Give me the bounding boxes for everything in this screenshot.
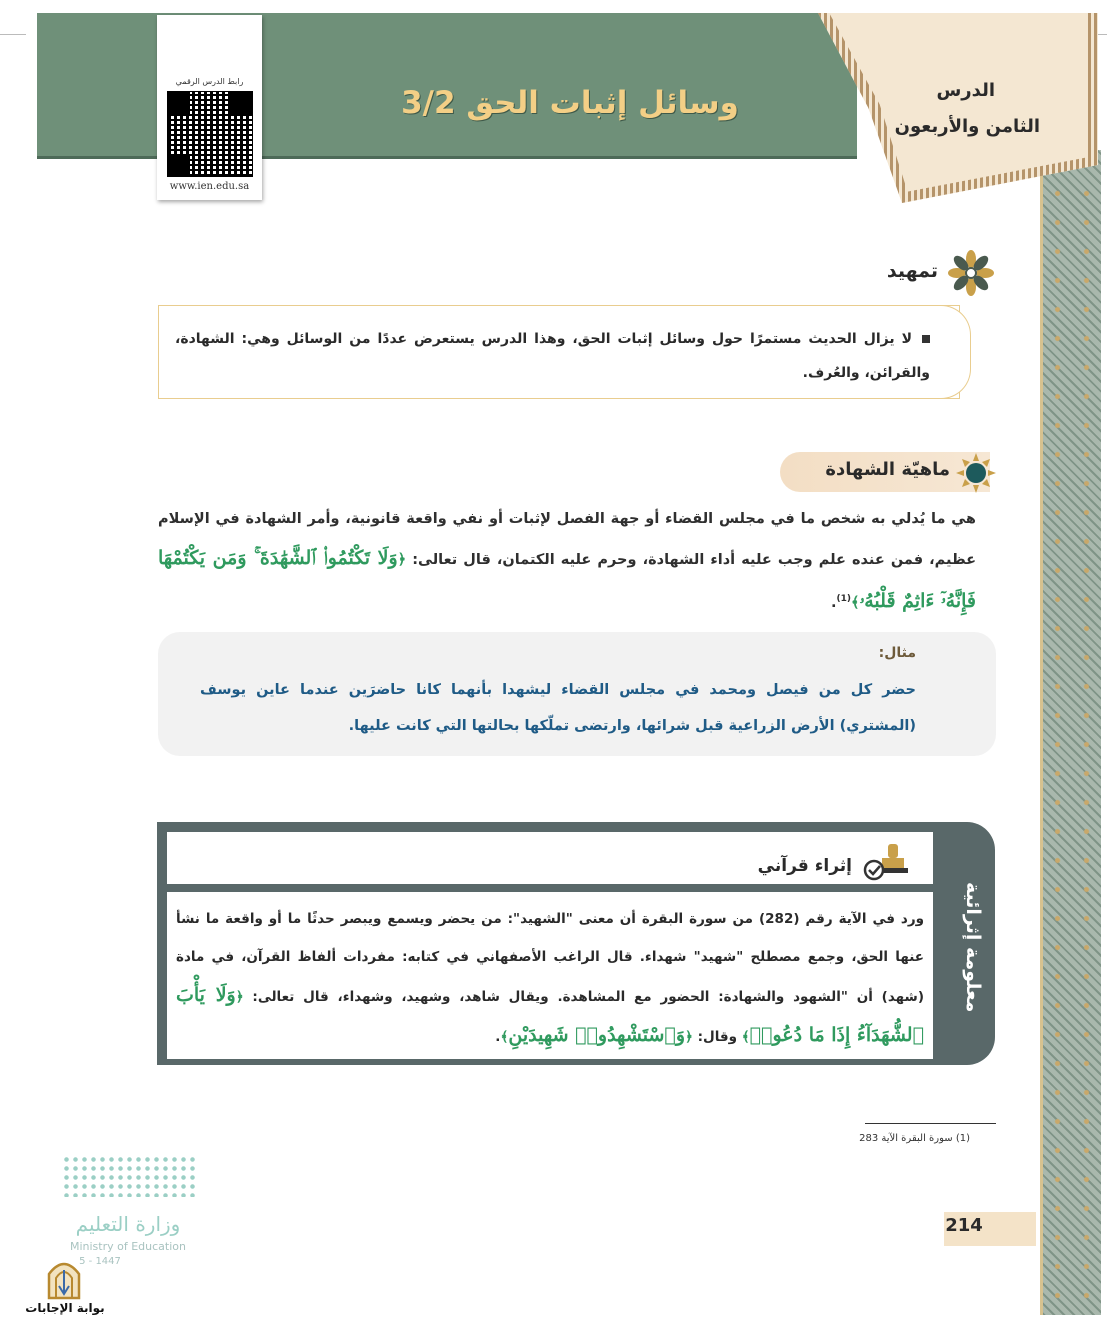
definition-heading: ماهيّة الشهادة [825,459,950,480]
crop-mark [0,34,26,35]
intro-box-curve [940,305,971,399]
quran-verse-2: وَٱسْتَشْهِدُوا۟ شَهِيدَيْنِ [508,1024,685,1046]
footnote: (1) سورة البقرة الآية 283 [859,1133,970,1144]
enrichment-paragraph: ورد في الآية رقم (282) من سورة البقرة أن معنى "الشهيد": من يحضر ويسمع ويبصر حدثًا ما أو واقعة ما نشأ عنها الحق، وجمع مصطلح "شهيد" شهداء. قال الراغب الأصفهاني في كتابه: مفردات ألفاظ القرآن، في مادة (شهد) أن "الشهود والشهادة: الحضور مع المشاهدة. ويقال شاهد، وشهيد، وشهداء، قال تعالى: [176,911,924,1005]
quran-bracket-open: ﴿ [397,552,407,568]
example-label: مثال: [878,645,916,661]
enrichment-text: ورد في الآية رقم (282) من سورة البقرة أن معنى "الشهيد": من يحضر ويسمع ويبصر حدثًا ما أو واقعة ما نشأ عنها الحق، وجمع مصطلح "شهيد" شهداء. قال الراغب الأصفهاني في كتابه: مفردات ألفاظ القرآن، في مادة (شهد) أن "الشهود والشهادة: الحضور مع المشاهدة. ويقال شاهد، وشهيد، وشهداء، قال تعالى: ﴿وَلَا يَأْبَ ٱلشُّهَدَآءُ إِذَا مَا دُعُوا۟﴾ وقال: ﴿وَٱسْتَشْهِدُوا۟ شَهِيدَيْنِ﴾. [176,911,924,1046]
page-number: 214 [945,1215,983,1236]
intro-text [175,322,930,390]
portal-logo-icon [45,1256,83,1300]
sun-ornament-icon [955,452,997,494]
quran-bracket-open: ﴿ [685,1029,693,1045]
definition-paragraph: هي ما يُدلي به شخص ما في مجلس القضاء أو جهة الفصل لإثبات أو نفي واقعة قانونية، وأمر الشهادة في الإسلام عظيم، فمن عنده علم وجب عليه أداء الشهادة، وحرم عليه الكتمان، قال تعالى: [158,511,977,568]
footnote-rule [865,1123,996,1124]
qr-card[interactable] [157,15,262,200]
ministry-logo-icon [62,1155,197,1197]
lesson-title: وسائل إثبات الحق 3/2 [401,85,739,121]
quran-verse: وَلَا تَكْتُمُوا۟ ٱلشَّهَٰدَةَ ۚ وَمَن يَكْتُمْهَا فَإِنَّهُۥٓ ءَاثِمٌ قَلْبُهُۥ [158,547,976,612]
intro-paragraph: لا يزال الحديث مستمرًا حول وسائل إثبات الحق، وهذا الدرس يستعرض عددًا من الوسائل وهي: الشهادة، والقرائن، والعُرف. [175,331,930,381]
ministry-name-en: Ministry of Education [69,1240,186,1253]
intro-heading: تمهيد [886,260,938,282]
ornamental-side-border [1040,150,1101,1315]
quran-verse-1: وَلَا يَأْبَ ٱلشُّهَدَآءُ إِذَا مَا دُعُوا۟ [176,984,924,1046]
qr-caption: رابط الدرس الرقمي [175,77,244,86]
flower-icon [946,248,996,298]
bullet-icon [922,335,930,343]
qr-code-icon[interactable] [167,91,253,177]
example-text: حضر كل من فيصل ومحمد في مجلس القضاء ليشهدا بأنهما كانا حاضرَين عندما عاين يوسف (المشتري) الأرض الزراعية قبل شرائها، وارتضى تملّكها بحالتها التي كانت عليها. [200,682,916,734]
lesson-number: الثامن والأربعون [894,116,1040,137]
quran-bracket-close: ﴾ [741,1029,750,1045]
stamp-check-icon [862,840,912,882]
quran-bracket-open: ﴿ [235,989,244,1005]
enrichment-side-label: معلومة إثرائية [962,881,984,1013]
quran-bracket-close: ﴾ [850,594,860,611]
edition-year: 5 - 1447 [79,1256,121,1267]
enrichment-heading: إثراء قرآني [757,856,852,876]
enrichment-connector: وقال: [692,1029,742,1045]
portal-label: بوابة الإجابات [25,1301,105,1315]
definition-text: هي ما يُدلي به شخص ما في مجلس القضاء أو جهة الفصل لإثبات أو نفي واقعة قانونية، وأمر الشهادة في الإسلام عظيم، فمن عنده علم وجب عليه أداء الشهادة، وحرم عليه الكتمان، قال تعالى: ﴿وَلَا تَكْتُمُوا۟ ٱلشَّهَٰدَةَ ۚ وَمَن يَكْتُمْهَا فَإِنَّهُۥٓ ءَاثِمٌ قَلْبُهُۥ﴾$^{(1)}$. [158,511,977,612]
ministry-name-ar: وزارة التعليم [75,1212,181,1236]
lesson-label: الدرس [936,80,995,101]
qr-url[interactable]: www.ien.edu.sa [169,181,250,192]
footnote-ref[interactable]: (1) [836,594,851,604]
quran-bracket-close: ﴾ [500,1029,509,1045]
